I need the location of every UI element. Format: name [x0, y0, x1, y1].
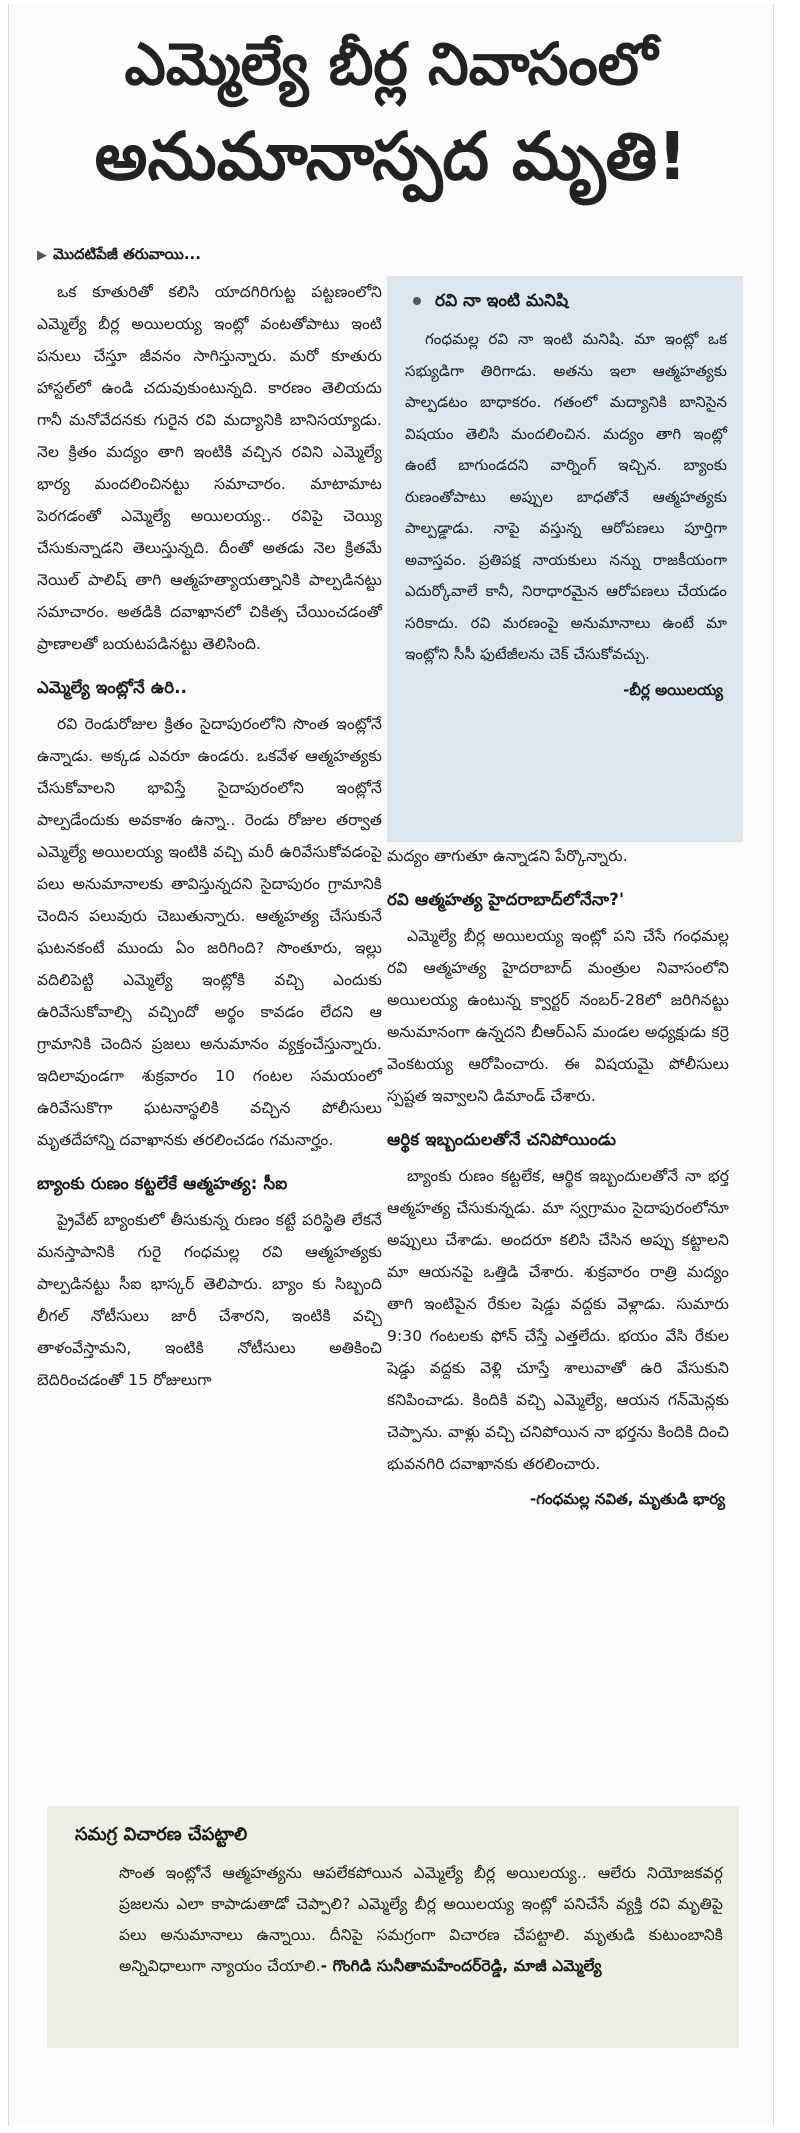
- article-paragraph: మద్యం తాగుతూ ఉన్నాడని పేర్కొన్నారు.: [387, 847, 628, 865]
- bullet-icon: [413, 297, 421, 305]
- quote-box-title-text: రవి నా ఇంటి మనిషి: [435, 291, 569, 311]
- inquiry-box-title: సమగ్ర విచారణ చేపట్టాలి: [75, 1824, 248, 1845]
- wife-signature: -గంధమల్ల నవిత, మృతుడి భార్య: [530, 1490, 725, 1508]
- quote-box-text: గంధమల్ల రవి నా ఇంటి మనిషి. మా ఇంట్లో ఒక సభ్యుడిగా తిరిగాడు. అతను ఇలా ఆత్మహత్యకు పాల్పడటం బాధాకరం. గతంలో మద్యానికి బానిసైన విషయం తెలిసి మందలించిన. మద్యం తాగి ఇంట్లో ఉంటే బాగుండదని వార్నింగ్ ఇచ్చిన. బ్యాంకు రుణంతోపాటు అప్పుల బాధతోనే ఆత్మహత్యకు పాల్పడ్డాడు. నాపై వస్తున్న ఆరోపణలు పూర్తిగా అవాస్తవం. ప్రతిపక్ష నాయకులు నన్ను రాజకీయంగా ఎదుర్కోవాలే కానీ, నిరాధారమైన ఆరోపణలు చేయడం సరికాదు. రవి మరణంపై అనుమానాలు ఉంటే మా ఇంట్లోని సీసీ ఫుటేజీలను చెక్ చేసుకోవచ్చు.: [405, 330, 727, 663]
- article-paragraph: ఒక కూతురితో కలిసి యాదగిరిగుట్ట పట్టణంలోని ఎమ్మెల్యే బీర్ల అయిలయ్య ఇంట్లో వంటతోపాటు ఇంటి పనులు చేస్తూ జీవనం సాగిస్తున్నారు. మరో కూతురు హాస్టల్‌లో ఉండి చదువుకుంటున్నది. కారణం తెలియదు గానీ మనోవేదనకు గురైన రవి మద్యానికి బానిసయ్యాడు. నెల క్రితం మద్యం తాగి ఇంటికి వచ్చిన రవిని ఎమ్మెల్యే భార్య మందలించినట్టు సమాచారం. మాటామాట పెరగడంతో ఎమ్మెల్యే అయిలయ్య.. రవిపై చెయ్యి చేసుకున్నాడని తెలుస్తున్నది. దీంతో అతడు నెల క్రితమే నెయిల్ పాలిష్ తాగి ఆత్మహత్యాయత్నానికి పాల్పడినట్టు సమాచారం. అతడికి దవాఖానలో చికిత్స చేయించడంతో ప్రాణాలతో బయటపడినట్టు తెలిసింది.: [37, 283, 382, 653]
- continued-marker: [37, 240, 382, 270]
- quote-box-ravi: [387, 276, 743, 842]
- left-column: [37, 240, 382, 1396]
- subheading: ఆర్థిక ఇబ్బందులతోనే చనిపోయిండు: [387, 1130, 617, 1149]
- article-paragraph: ప్రైవేట్ బ్యాంకులో తీసుకున్న రుణం కట్టే పరిస్థితి లేకనే మనస్తాపానికి గురై గంధమల్ల రవి ఆత్మహత్యకు పాల్పడినట్టు సీఐ భాస్కర్ తెలిపారు. బ్యాం కు సిబ్బంది లీగల్ నోటీసులు జారీ చేశారని, ఇంటికి వచ్చి తాళంవేస్తామని, ఇంటికి నోటీసులు అతికించి బెదిరించడంతో 15 రోజులుగా: [37, 1211, 382, 1389]
- article-paragraph: రవి రెండురోజుల క్రితం సైదాపురంలోని సొంత ఇంట్లోనే ఉన్నాడు. అక్కడ ఎవరూ ఉండరు. ఒకవేళ ఆత్మహత్యకు చేసుకోవాలని భావిస్తే సైదాపురంలోని ఇంట్లోనే పాల్పడేందుకు అవకాశం ఉన్నా.. రెండు రోజుల తర్వాత ఎమ్మెల్యే అయిలయ్య ఇంటికి వచ్చి మరీ ఉరివేసుకోవడంపై పలు అనుమానాలకు తావిస్తున్నదని సైదాపురం గ్రామానికి చెందిన పలువురు చెబుతున్నారు. ఆత్మహత్య చేసుకునే ఘటనకంటే ముందు ఏం జరిగింది? సొంతూరు, ఇల్లు వదిలిపెట్టి ఎమ్మెల్యే ఇంట్లోకి వచ్చి ఎందుకు ఉరివేసుకోవాల్సి వచ్చిందో అర్థం కావడం లేదని ఆ గ్రామానికి చెందిన ప్రజలు అనుమానం వ్యక్తంచేస్తున్నారు. ఇదిలావుండగా శుక్రవారం 10 గంటల సమయంలో ఉరివేసుకొగా ఘటనాస్థలికి వచ్చిన పోలీసులు మృతదేహాన్ని దవాఖానకు తరలించడం గమనార్హం.: [37, 715, 382, 1149]
- headline-line-1: ఎమ్మెల్యే బీర్ల నివాసంలో: [124, 30, 658, 98]
- quote-box-inquiry: [47, 1806, 739, 2048]
- quote-signature: -బీర్ల అయిలయ్య: [623, 680, 723, 699]
- triangle-icon: ▶: [37, 248, 47, 263]
- right-column: [387, 840, 729, 1516]
- subheading: బ్యాంకు రుణం కట్టలేకే ఆత్మహత్య: సీఐ: [37, 1174, 288, 1193]
- article-paragraph: ఎమ్మెల్యే బీర్ల అయిలయ్య ఇంట్లో పని చేసే గంధమల్ల రవి ఆత్మహత్య హైదరాబాద్ మంత్రుల నివాసంలోని అయిలయ్య ఉంటున్న క్వార్టర్ నంబర్-28లో జరిగినట్టు అనుమానంగా ఉన్నదని బీఆర్‌ఎస్ మండల అధ్యక్షుడు కర్రె వెంకటయ్య ఆరోపించారు. ఈ విషయమై పోలీసులు స్పష్టత ఇవ్వాలని డిమాండ్ చేశారు.: [387, 927, 729, 1105]
- continued-text: మొదటిపేజీ తరువాయి...: [53, 245, 201, 263]
- inquiry-text: సొంత ఇంట్లోనే ఆత్మహత్యను ఆపలేకపోయిన ఎమ్మెల్యే బీర్ల అయిలయ్య.. ఆలేరు నియోజకవర్గ ప్రజలను ఎలా కాపాడుతాడో చెప్పాలి? ఎమ్మెల్యే బీర్ల అయిలయ్య ఇంట్లో పనిచేసే వ్యక్తి రవి మృతిపై పలు అనుమానాలు ఉన్నాయి. దీనిపై సమగ్రంగా విచారణ చేపట్టాలి. మృతుడి కుటుంబానికి అన్నివిధాలుగా న్యాయం చేయాలి.: [119, 1864, 723, 1975]
- inquiry-signature: - గొంగిడి సునీతామహేందర్‌రెడ్డి, మాజీ ఎమ్మెల్యే: [320, 1957, 602, 1975]
- subheading: రవి ఆత్మహత్య హైదరాబాద్‌లోనేనా?': [387, 890, 625, 909]
- headline-line-2: అనుమానాస్పద మృతి!: [94, 118, 688, 195]
- article-paragraph: బ్యాంకు రుణం కట్టలేక, ఆర్థిక ఇబ్బందులతోనే నా భర్త ఆత్మహత్య చేసుకున్నడు. మా స్వగ్రామం సైదాపురంలోనూ అప్పులు చేశాడు. అందరూ కలిసి చేసిన అప్పు కట్టాలని మా ఆయనపై ఒత్తిడి చేశారు. శుక్రవారం రాత్రి మద్యం తాగి ఇంటిపైన రేకుల షెడ్డు వద్దకు వెళ్లాడు. సుమారు 9:30 గంటలకు ఫోన్ చేస్తే ఎత్తలేదు. భయం వేసి రేకుల షెడ్డు వద్దకు వెళ్లి చూస్తే శాలువాతో ఉరి వేసుకుని కనిపించాడు. కిందికి వచ్చి ఎమ్మెల్యే, ఆయన గన్‌మెన్లకు చెప్పాను. వాళ్లు వచ్చి చనిపోయిన నా భర్తను కిందికి దించి భువనగిరి దవాఖానకు తరలించారు.: [387, 1167, 729, 1473]
- quote-box-title: [413, 286, 727, 316]
- inquiry-box-text: [119, 1858, 723, 1982]
- newspaper-clipping: [8, 4, 774, 2126]
- subheading: ఎమ్మెల్యే ఇంట్లోనే ఉరి..: [37, 678, 188, 697]
- headline: [21, 20, 761, 206]
